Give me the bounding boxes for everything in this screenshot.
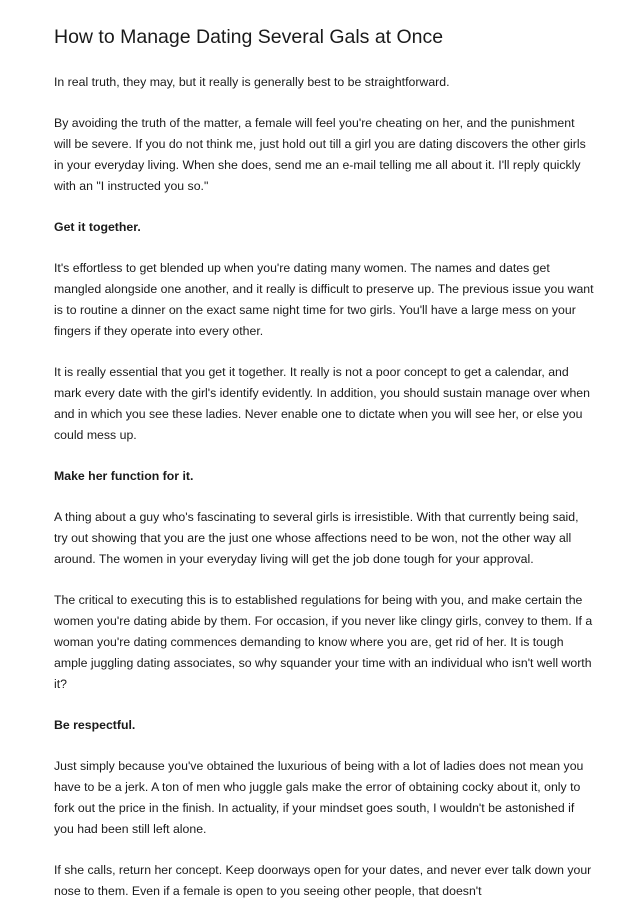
paragraph: The critical to executing this is to established regulations for being with you, and make certain the women you're dating abide by them. For occasion, if you never like clingy girls, convey to them. If a woman you're dating commences demanding to know where you are, get rid of her. It is tough ample juggling dating associates, so why squander your time with an individual who isn't well worth it? xyxy=(54,593,593,691)
section-heading: Be respectful. xyxy=(54,718,136,732)
paragraph: It's effortless to get blended up when you're dating many women. The names and dates get mangled alongside one another, and it really is difficult to preserve up. The previous issue you want is to routine a dinner on the exact same night time for two girls. You'll have a large mess on your fingers if they operate into every other. xyxy=(54,261,594,338)
paragraph: In real truth, they may, but it really is generally best to be straightforward. xyxy=(54,75,450,89)
section-heading: Get it together. xyxy=(54,220,141,234)
paragraph: If she calls, return her concept. Keep doorways open for your dates, and never ever talk down your nose to them. Even if a female is open to you seeing other people, that doesn't xyxy=(54,863,592,898)
paragraph: By avoiding the truth of the matter, a female will feel you're cheating on her, and the punishment will be severe. If you do not think me, just hold out till a girl you are dating discovers the other girls in your everyday living. When she does, send me an e-mail telling me all about it. I'll reply quickly with an "I instructed you so." xyxy=(54,116,586,193)
section-heading: Make her function for it. xyxy=(54,469,194,483)
document-title: How to Manage Dating Several Gals at Once xyxy=(54,26,444,48)
paragraph: A thing about a guy who's fascinating to several girls is irresistible. With that currently being said, try out showing that you are the just one whose affections need to be won, not the other way all around. The women in your everyday living will get the job done tough for your approval. xyxy=(54,510,579,566)
paragraph: Just simply because you've obtained the luxurious of being with a lot of ladies does not mean you have to be a jerk. A ton of men who juggle gals make the error of obtaining cocky about it, only to fork out the price in the finish. In actuality, if your mindset goes south, I wouldn't be astonished if you had been still left alone. xyxy=(54,759,584,836)
document-page xyxy=(54,24,594,922)
paragraph: It is really essential that you get it together. It really is not a poor concept to get a calendar, and mark every date with the girl's identify evidently. In addition, you should sustain manage over when and in which you see these ladies. Never enable one to dictate when you will see her, or else you could mess up. xyxy=(54,365,590,442)
